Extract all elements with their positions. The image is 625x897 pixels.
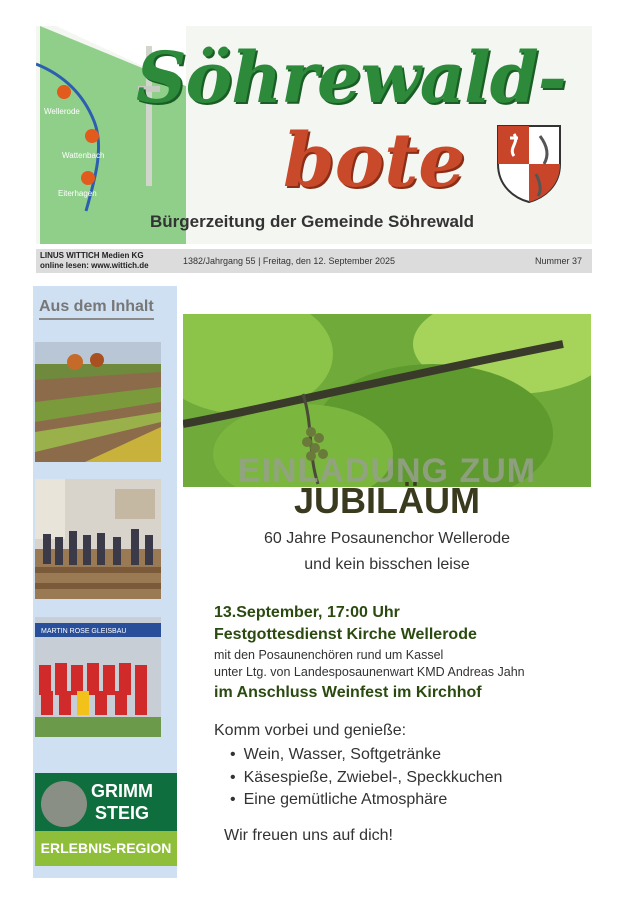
football-team-photo[interactable] (35, 617, 161, 737)
grimmsteig-promo-banner[interactable] (35, 773, 177, 866)
promo-top (35, 773, 177, 831)
list-item: • Käsespieße, Zwiebel-, Speckkuchen (230, 767, 502, 790)
issue-info-bar (36, 249, 592, 273)
team-photo-banner-text: MARTIN ROSE GLEISBAU (41, 628, 127, 635)
event-afterwards: im Anschluss Weinfest im Kirchhof (214, 684, 482, 701)
promo-bottom (35, 831, 177, 866)
publisher-name: LINUS WITTICH Medien KG (40, 251, 144, 260)
church-service-photo[interactable] (35, 479, 161, 599)
promo-word-region: ERLEBNIS-REGION (40, 840, 172, 856)
newspaper-title: Söhrewald- (136, 36, 566, 119)
offer-list (230, 744, 502, 812)
list-item: • Eine gemütliche Atmosphäre (230, 789, 502, 812)
event-detail-conductor: unter Ltg. von Landesposaunenwart KMD Andreas Jahn (214, 665, 525, 679)
sidebar-title: Aus dem Inhalt (39, 298, 154, 320)
map-place-eiterhagen: Eiterhagen (58, 189, 97, 198)
publisher-block (40, 251, 149, 271)
grimm-brothers-portrait-icon (41, 781, 87, 827)
event-detail-choirs: mit den Posaunenchören rund um Kassel (214, 648, 444, 662)
masthead (36, 26, 592, 244)
map-place-wellerode: Wellerode (44, 107, 80, 116)
closing-text: Wir freuen uns auf dich! (224, 827, 393, 844)
issue-date: 1382/Jahrgang 55 | Freitag, den 12. September 2025 (183, 256, 395, 266)
online-link[interactable]: online lesen: www.wittich.de (40, 261, 149, 270)
issue-number: Nummer 37 (534, 256, 582, 266)
coat-of-arms-icon (496, 124, 562, 204)
promo-word-grimm: GRIMM (91, 781, 153, 801)
vineyard-photo[interactable] (35, 342, 161, 462)
invite-text: Komm vorbei und genieße: (214, 722, 407, 739)
tagline: Bürgerzeitung der Gemeinde Söhrewald (150, 212, 475, 231)
subtitle-choir: 60 Jahre Posaunenchor Wellerode (263, 530, 511, 547)
contents-sidebar (33, 286, 177, 878)
subtitle-slogan: und kein bisschen leise (304, 556, 470, 573)
event-date: 13.September, 17:00 Uhr (214, 604, 400, 621)
promo-word-steig: STEIG (95, 803, 150, 823)
newspaper-title-second-line: bote (283, 118, 466, 204)
headline-anniversary: JUBILÄUM (294, 480, 480, 521)
list-item: • Wein, Wasser, Softgetränke (230, 744, 502, 767)
map-place-wattenbach: Wattenbach (62, 151, 105, 160)
event-title: Festgottesdienst Kirche Wellerode (214, 626, 477, 643)
headline-invitation: EINLADUNG ZUM (237, 452, 537, 490)
